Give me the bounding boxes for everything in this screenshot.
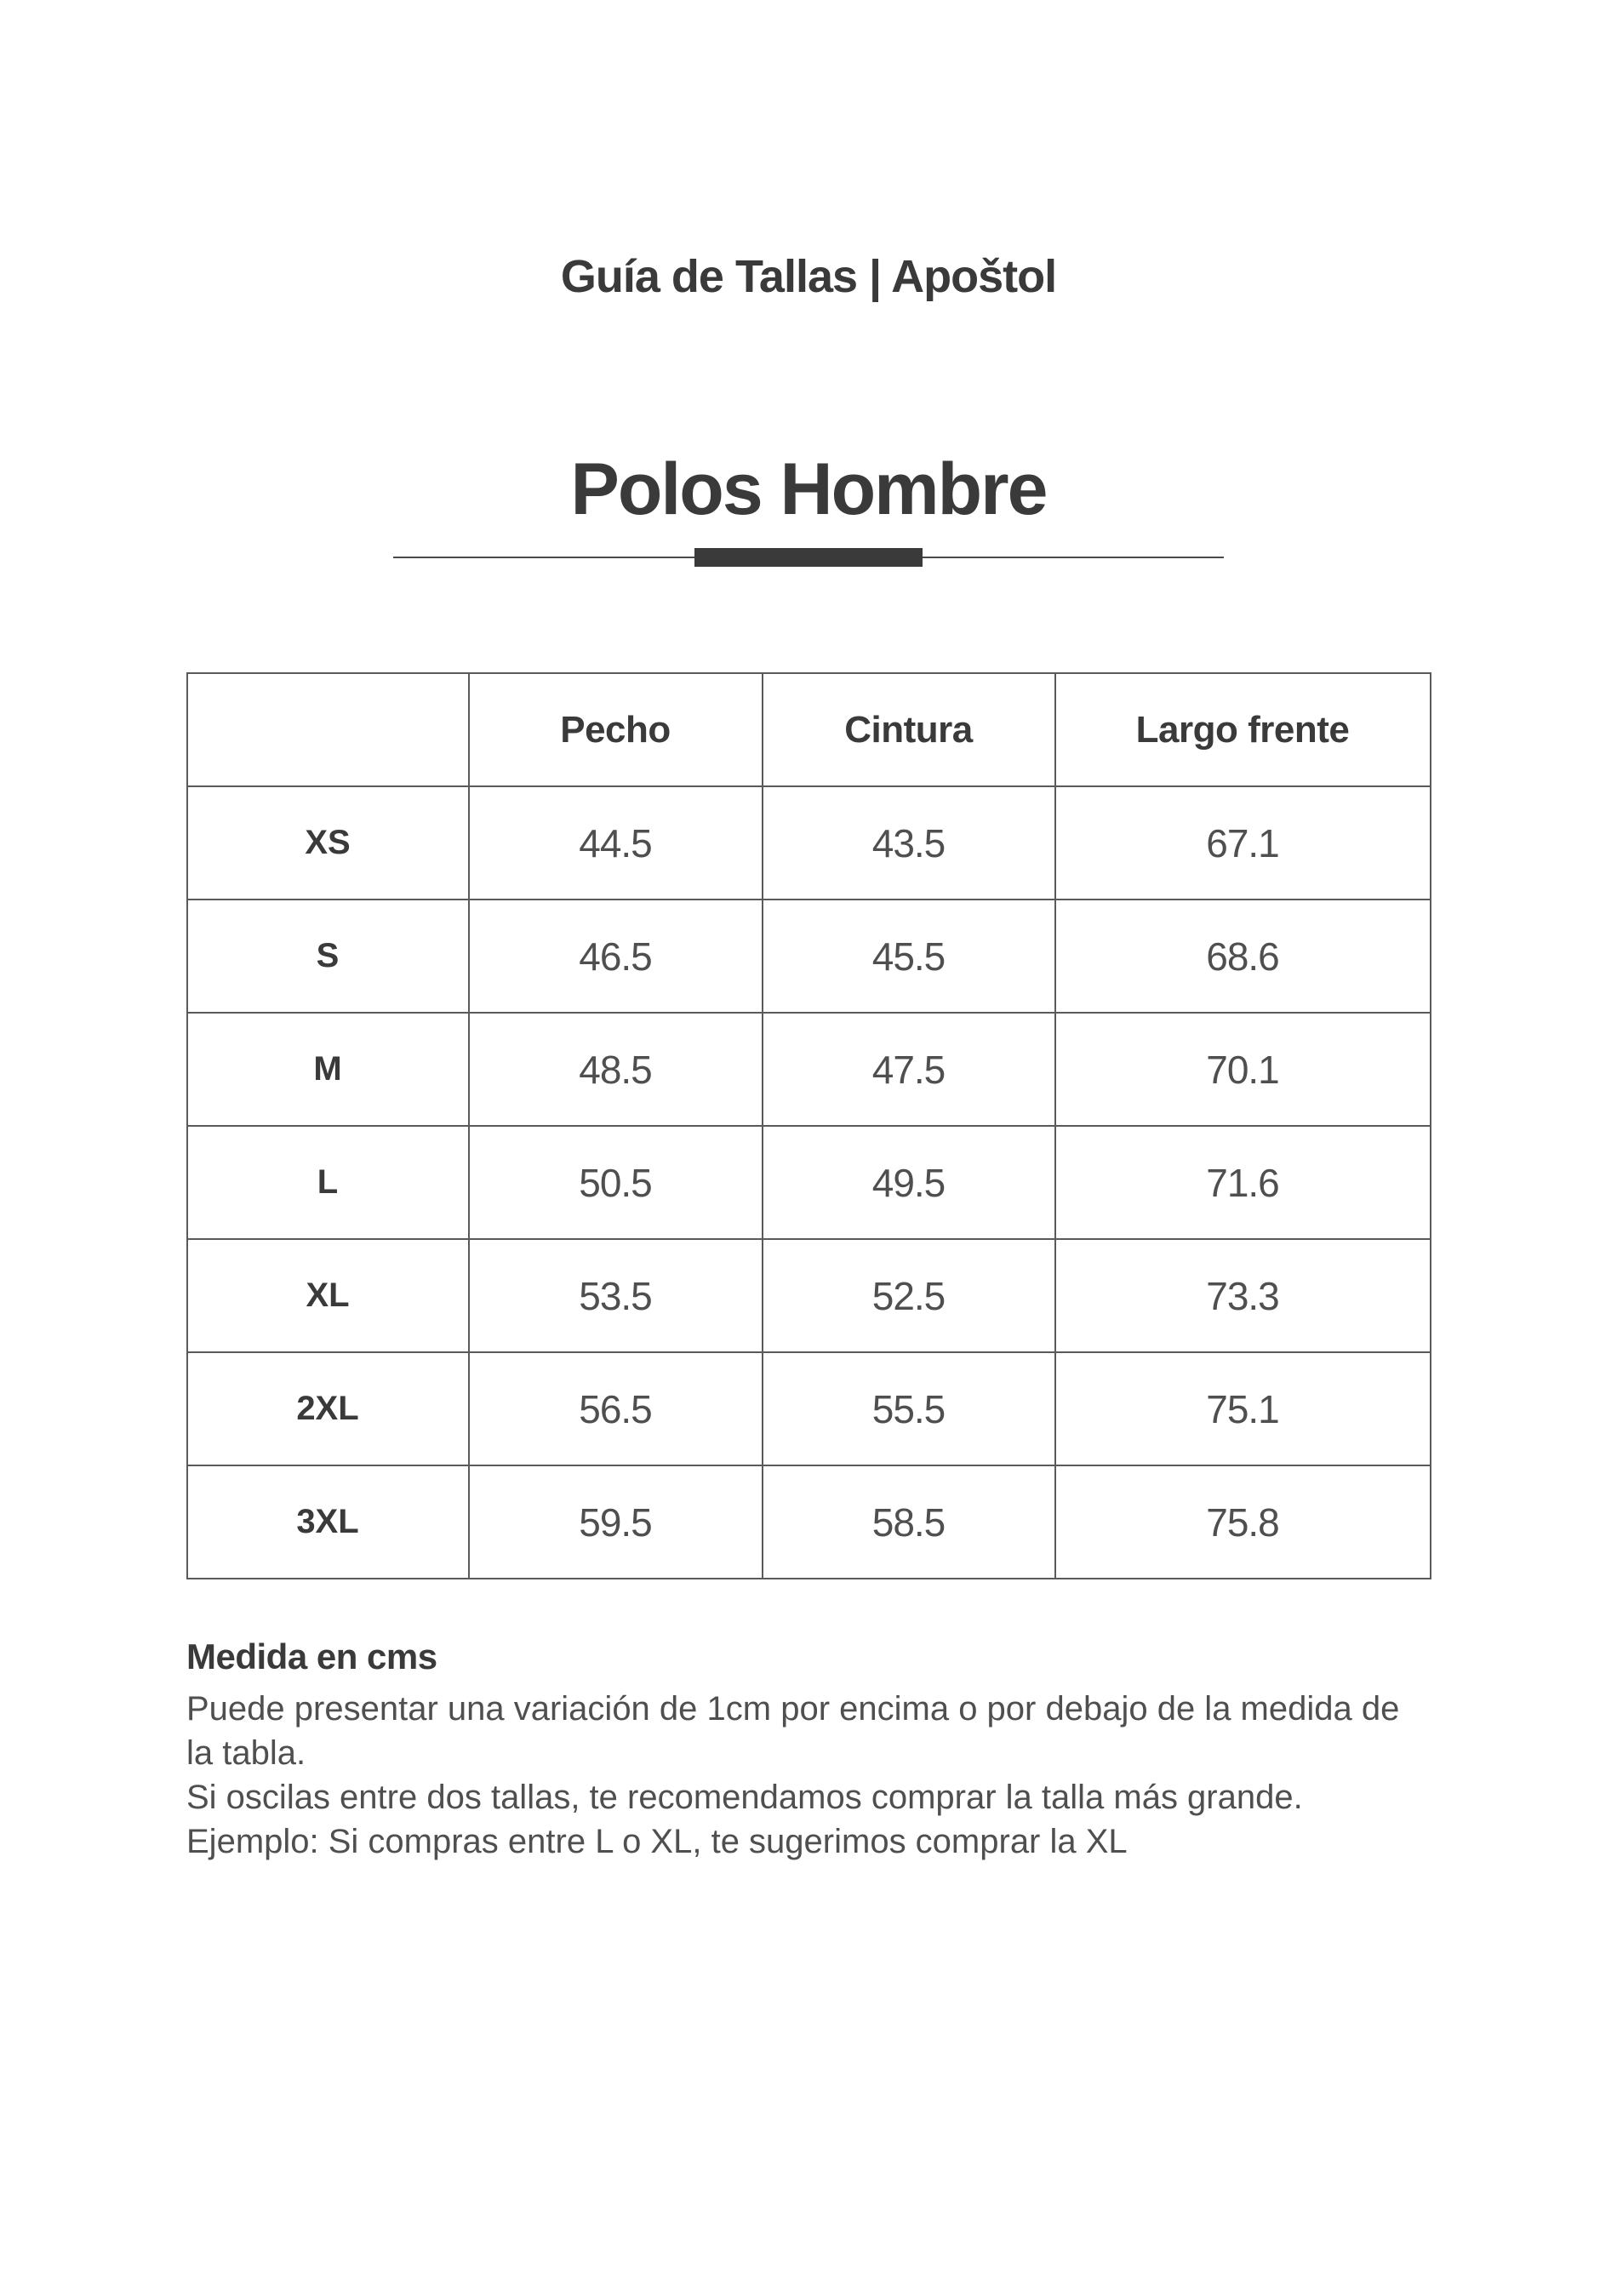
largo-frente-value: 70.1 (1055, 1013, 1431, 1126)
table-row-3xl (187, 1465, 1431, 1579)
cintura-value: 49.5 (763, 1126, 1055, 1239)
size-cell: 3XL (187, 1465, 469, 1579)
divider-center-bar (694, 548, 923, 567)
table-row-m (187, 1013, 1431, 1126)
table-row-s (187, 900, 1431, 1013)
cintura-value: 43.5 (763, 786, 1055, 900)
size-table-col-pecho: Pecho (469, 673, 763, 786)
page-title: Polos Hombre (570, 448, 1047, 530)
size-table (186, 672, 1431, 1579)
table-row-l (187, 1126, 1431, 1239)
largo-frente-value: 68.6 (1055, 900, 1431, 1013)
size-cell: S (187, 900, 469, 1013)
pecho-value: 53.5 (469, 1239, 763, 1352)
size-table-col-largo-frente: Largo frente (1055, 673, 1431, 786)
notes-heading: Medida en cms (186, 1636, 437, 1676)
largo-frente-value: 67.1 (1055, 786, 1431, 900)
table-row-2xl (187, 1352, 1431, 1465)
pecho-value: 56.5 (469, 1352, 763, 1465)
table-row-xl (187, 1239, 1431, 1352)
size-cell: XL (187, 1239, 469, 1352)
cintura-value: 52.5 (763, 1239, 1055, 1352)
pecho-value: 48.5 (469, 1013, 763, 1126)
notes-line-3: Si oscilas entre dos tallas, te recomendamos comprar la talla más grande. (186, 1779, 1303, 1817)
cintura-value: 45.5 (763, 900, 1055, 1013)
pecho-value: 46.5 (469, 900, 763, 1013)
notes-line-1: Puede presentar una variación de 1cm por encima o por debajo de la medida de (186, 1690, 1400, 1728)
notes-line-4: Ejemplo: Si compras entre L o XL, te sugerimos comprar la XL (186, 1823, 1128, 1861)
size-cell: M (187, 1013, 469, 1126)
pecho-value: 59.5 (469, 1465, 763, 1579)
notes-line-2: la tabla. (186, 1734, 306, 1773)
size-cell: L (187, 1126, 469, 1239)
title-divider (393, 548, 1224, 567)
table-row-xs (187, 786, 1431, 900)
largo-frente-value: 75.8 (1055, 1465, 1431, 1579)
size-cell: XS (187, 786, 469, 900)
cintura-value: 47.5 (763, 1013, 1055, 1126)
doc-header-title: Guía de Tallas | Apoštol (560, 251, 1057, 302)
cintura-value: 58.5 (763, 1465, 1055, 1579)
size-table-corner-cell (187, 673, 469, 786)
size-table-col-cintura: Cintura (763, 673, 1055, 786)
size-table-header-row (187, 673, 1431, 786)
largo-frente-value: 71.6 (1055, 1126, 1431, 1239)
notes-section (186, 1636, 1430, 1864)
size-cell: 2XL (187, 1352, 469, 1465)
pecho-value: 50.5 (469, 1126, 763, 1239)
largo-frente-value: 73.3 (1055, 1239, 1431, 1352)
largo-frente-value: 75.1 (1055, 1352, 1431, 1465)
cintura-value: 55.5 (763, 1352, 1055, 1465)
pecho-value: 44.5 (469, 786, 763, 900)
